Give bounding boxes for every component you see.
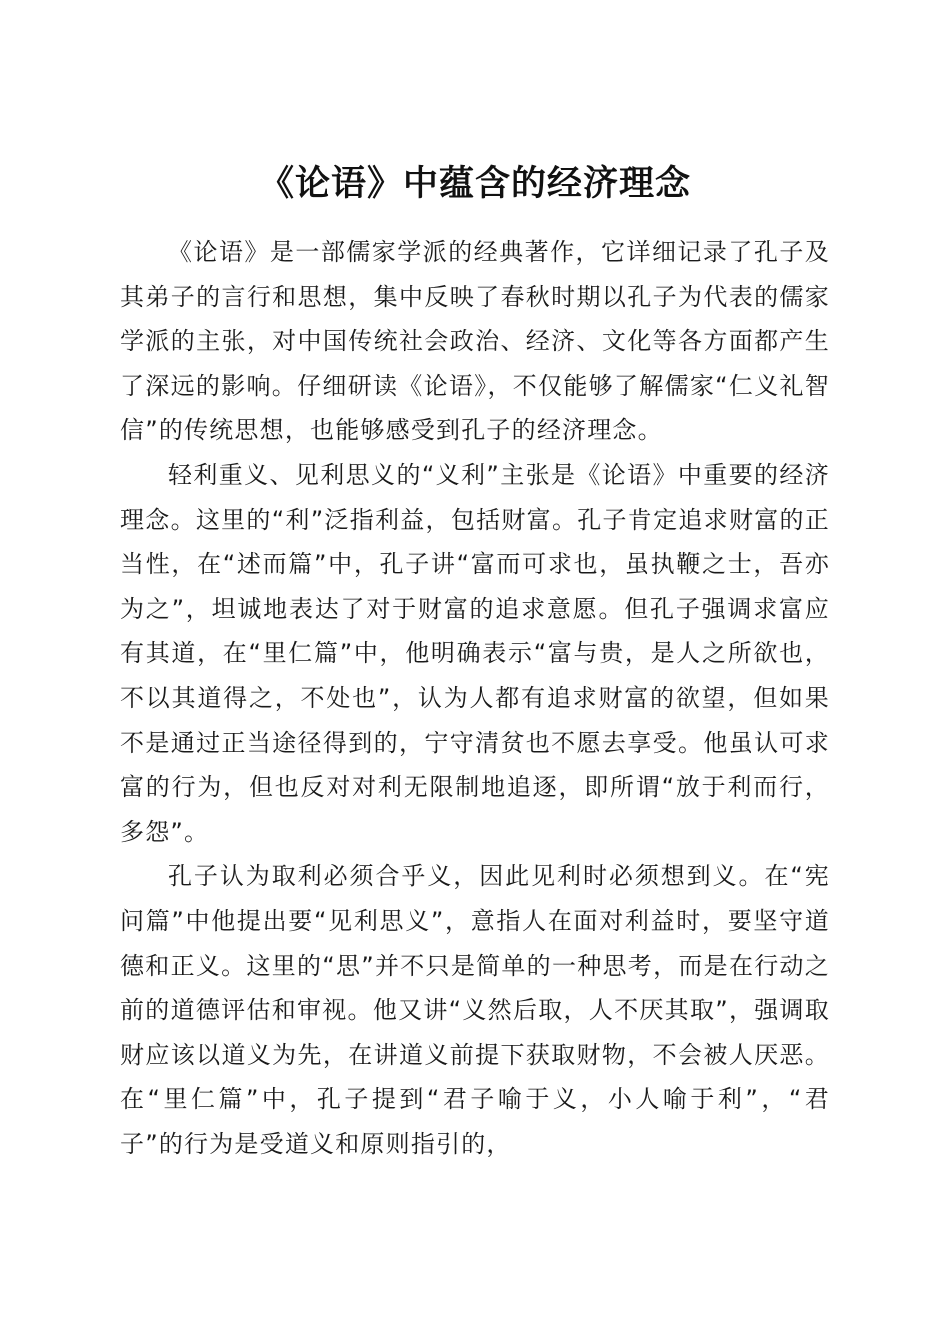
paragraph-2: 轻利重义、见利思义的“义利”主张是《论语》中重要的经济理念。这里的“利”泛指利益，包括财富。孔子肯定追求财富的正当性，在“述而篇”中，孔子讲“富而可求也，虽执鞭之士，吾亦为之”，坦诚地表达了对于财富的追求意愿。但孔子强调求富应有其道，在“里仁篇”中，他明确表示“富与贵，是人之所欲也，不以其道得之，不处也”，认为人都有追求财富的欲望，但如果不是通过正当途径得到的，宁守清贫也不愿去享受。他虽认可求富的行为，但也反对对利无限制地追逐，即所谓“放于利而行，多怨”。	[120, 460, 830, 846]
document-body	[120, 230, 830, 1166]
paragraph-1: 《论语》是一部儒家学派的经典著作，它详细记录了孔子及其弟子的言行和思想，集中反映了春秋时期以孔子为代表的儒家学派的主张，对中国传统社会政治、经济、文化等各方面都产生了深远的影响。仔细研读《论语》，不仅能够了解儒家“仁义礼智信”的传统思想，也能够感受到孔子的经济理念。	[120, 238, 830, 445]
document-title: 《论语》中蕴含的经济理念	[258, 163, 691, 205]
paragraph-3: 孔子认为取利必须合乎义，因此见利时必须想到义。在“宪问篇”中他提出要“见利思义”，意指人在面对利益时，要坚守道德和正义。这里的“思”并不只是简单的一种思考，而是在行动之前的道德评估和审视。他又讲“义然后取，人不厌其取”，强调取财应该以道义为先，在讲道义前提下获取财物，不会被人厌恶。在“里仁篇”中，孔子提到“君子喻于义，小人喻于利”，“君子”的行为是受道义和原则指引的，	[120, 862, 830, 1158]
